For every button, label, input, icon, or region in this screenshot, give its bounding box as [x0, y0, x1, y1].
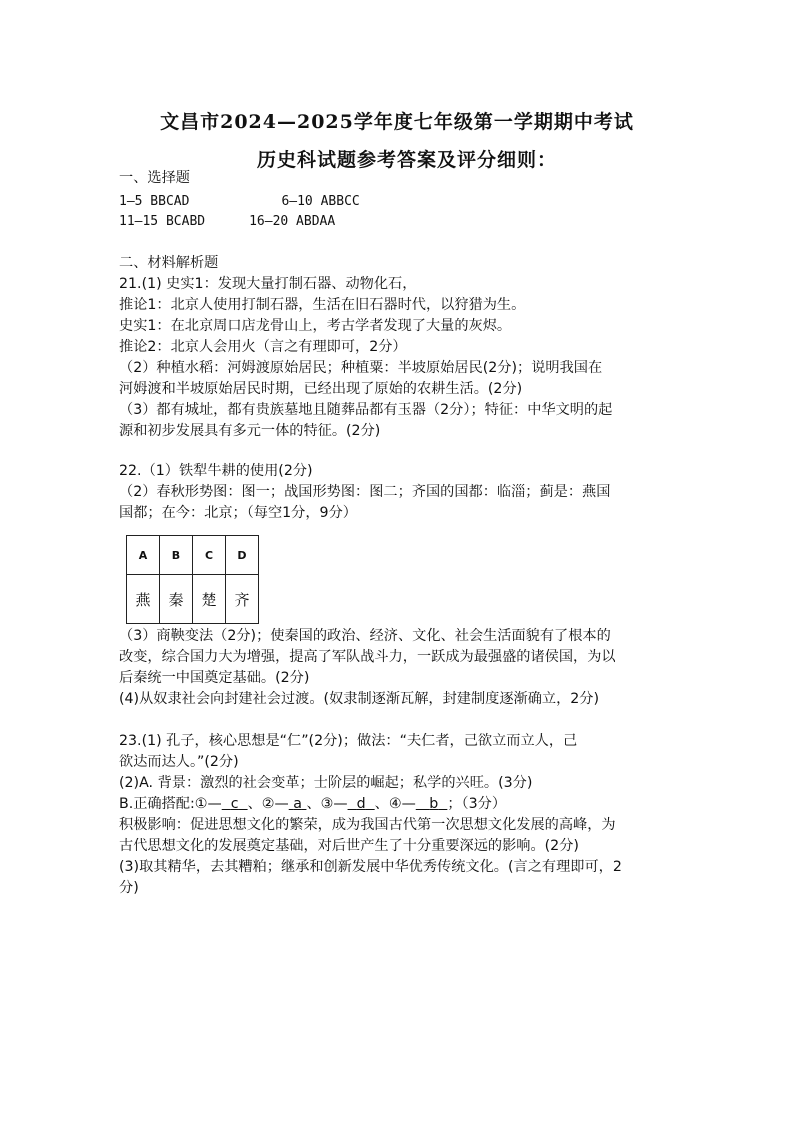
- q22-line: (4)从奴隶社会向封建社会过渡。(奴隶制逐渐瓦解，封建制度逐渐确立，2分): [119, 691, 600, 707]
- match-answer: d: [356, 796, 366, 812]
- table-header-row: [127, 536, 259, 575]
- q21-line: 河姆渡和半坡原始居民时期，已经出现了原始的农耕生活。(2分): [119, 381, 523, 397]
- table-cell: 楚: [193, 575, 226, 624]
- match-num: ④—: [388, 796, 416, 812]
- q21-line: （2）种植水稻：河姆渡原始居民；种植粟：半坡原始居民(2分)；说明我国在: [119, 360, 603, 376]
- match-answer: a: [293, 796, 302, 812]
- q22-line: 国都；在今：北京；（每空1分，9分）: [119, 505, 357, 521]
- document-subtitle: 历史科试题参考答案及评分细则：: [256, 149, 557, 171]
- q23-line: 积极影响：促进思想文化的繁荣，成为我国古代第一次思想文化发展的高峰，为: [119, 817, 616, 833]
- match-answer: b: [429, 796, 439, 812]
- match-answer: c: [230, 796, 239, 812]
- q23-match-line: B.正确搭配:①— c 、②— a 、③— d 、④— b ；（3分）: [119, 796, 507, 812]
- q23-line: 欲达而达人。”(2分): [119, 754, 239, 770]
- choice-answers-1-5: 1—5 BBCAD: [119, 194, 190, 209]
- table-header-cell: A: [127, 536, 160, 575]
- match-num: ②—: [261, 796, 289, 812]
- choice-answers-row-1: [119, 192, 360, 212]
- q23-line: 23.(1) 孔子，核心思想是“仁”(2分)；做法：“夫仁者，己欲立而立人，己: [119, 733, 578, 749]
- q21-line: 源和初步发展具有多元一体的特征。(2分): [119, 423, 381, 439]
- q23-line: (2)A. 背景：激烈的社会变革；士阶层的崛起；私学的兴旺。(3分): [119, 775, 533, 791]
- choice-answers-16-20: 16—20 ABDAA: [249, 214, 336, 229]
- q21-line: 21.(1) 史实1：发现大量打制石器、动物化石，: [119, 276, 417, 292]
- match-suffix: ；（3分）: [447, 796, 507, 812]
- table-cell: 燕: [127, 575, 160, 624]
- q23-line: (3)取其精华，去其糟粕；继承和创新发展中华优秀传统文化。(言之有理即可，2: [119, 859, 622, 875]
- table-header-cell: B: [160, 536, 193, 575]
- table-header-cell: D: [226, 536, 259, 575]
- match-prefix: B.正确搭配:: [119, 796, 195, 812]
- map-answer-table: [126, 535, 259, 624]
- q23-line: 古代思想文化的发展奠定基础，对后世产生了十分重要深远的影响。(2分): [119, 838, 579, 854]
- q22-line: 22.（1）铁犁牛耕的使用(2分): [119, 463, 313, 479]
- q22-line: （2）春秋形势图：图一；战国形势图：图二；齐国的国都：临淄；蓟是：燕国: [119, 484, 611, 500]
- choice-answers-11-15: 11—15 BCABD: [119, 214, 206, 229]
- match-num: ③—: [320, 796, 348, 812]
- q23-line: 分): [119, 880, 139, 896]
- q22-line: 后秦统一中国奠定基础。(2分): [119, 670, 310, 686]
- document-title: 文昌市2024—2025学年度七年级第一学期期中考试: [160, 111, 634, 133]
- table-cell: 齐: [226, 575, 259, 624]
- q22-line: （3）商鞅变法（2分)；使秦国的政治、经济、文化、社会生活面貌有了根本的: [119, 628, 611, 644]
- choice-answers-row-2: [119, 212, 335, 232]
- section-heading-material: 二、材料解析题: [119, 255, 219, 271]
- q21-line: 史实1：在北京周口店龙骨山上，考古学者发现了大量的灰烬。: [119, 318, 512, 334]
- table-header-cell: C: [193, 536, 226, 575]
- table-row: [127, 575, 259, 624]
- section-heading-choice: 一、选择题: [119, 170, 190, 186]
- q22-line: 改变，综合国力大为增强，提高了军队战斗力，一跃成为最强盛的诸侯国，为以: [119, 649, 616, 665]
- q21-line: 推论2：北京人会用火（言之有理即可，2分）: [119, 339, 407, 355]
- choice-answers-6-10: 6—10 ABBCC: [281, 194, 360, 209]
- match-num: ①—: [194, 796, 222, 812]
- q21-line: 推论1：北京人使用打制石器，生活在旧石器时代，以狩猎为生。: [119, 297, 526, 313]
- q21-line: （3）都有城址，都有贵族墓地且随葬品都有玉器（2分）；特征：中华文明的起: [119, 402, 613, 418]
- table-cell: 秦: [160, 575, 193, 624]
